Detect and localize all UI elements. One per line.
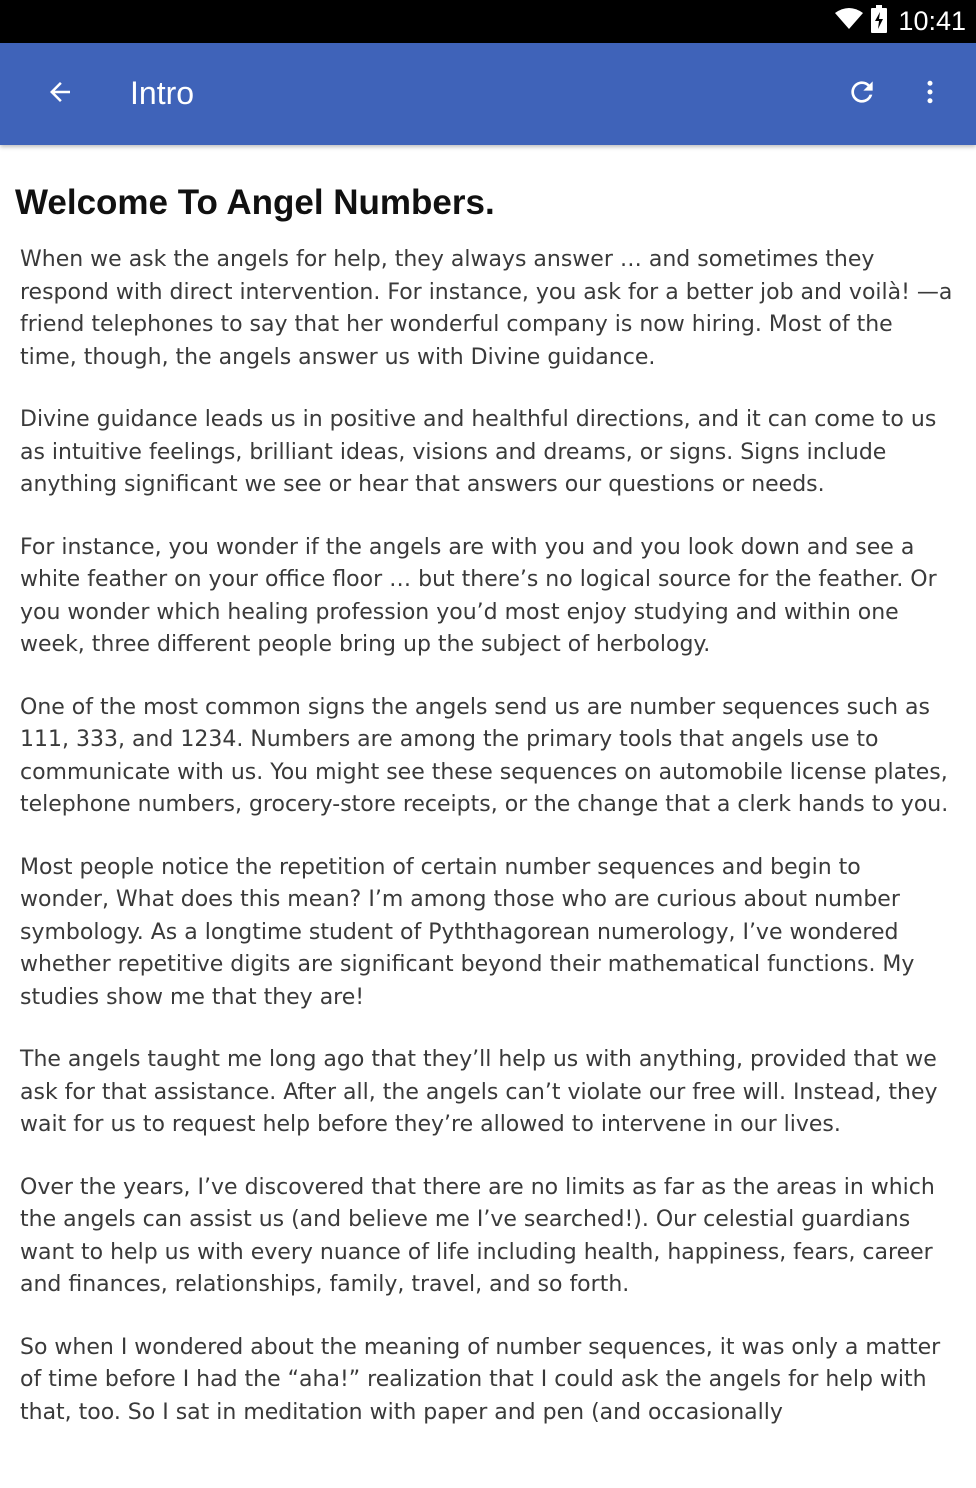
article-paragraph: One of the most common signs the angels send us are number sequences such as 111, 333, and 1234. Numbers are among the primary tools that angels use to communicate with us. You might see these sequences on automobile license plates, telephone numbers, grocery-store receipts, or the change that a clerk hands to you. <box>20 694 949 817</box>
refresh-icon <box>846 76 878 113</box>
battery-charging-icon <box>870 5 888 38</box>
article-paragraph: When we ask the angels for help, they always answer … and sometimes they respond with direct intervention. For instance, you ask for a better job and voilà! —a friend telephones to say that her wonderful company is now hiring. Most of the time, though, the angels answer us with Divine guidance. <box>20 247 953 370</box>
status-time: 10:41 <box>898 6 966 36</box>
back-arrow-icon <box>45 77 75 112</box>
more-vert-icon <box>915 77 945 112</box>
wifi-icon <box>834 7 864 36</box>
article-paragraph: So when I wondered about the meaning of number sequences, it was only a matter of time before I had the “aha!” realization that I could ask the angels for help with that, too. So I sat in meditation with paper and pen (and occasionally <box>20 1334 941 1425</box>
article-paragraph: Most people notice the repetition of certain number sequences and begin to wonder, What does this mean? I’m among those who are curious about number symbology. As a longtime student of Pyththagorean numerology, I’ve wondered whether repetitive digits are significant beyond their mathematical functions. My studies show me that they are! <box>20 854 915 1010</box>
status-bar <box>0 0 976 43</box>
back-button[interactable] <box>30 64 90 124</box>
status-icons <box>834 5 966 38</box>
article-paragraph: For instance, you wonder if the angels are with you and you look down and see a white feather on your office floor … but there’s no logical source for the feather. Or you wonder which healing profession you’d most enjoy studying and within one week, three different people bring up the subject of herbology. <box>20 534 937 657</box>
article-paragraph: Divine guidance leads us in positive and healthful directions, and it can come to us as intuitive feelings, brilliant ideas, visions and dreams, or signs. Signs include anything significant we see or hear that answers our questions or needs. <box>20 407 937 497</box>
app-bar <box>0 43 976 145</box>
article-paragraph: Over the years, I’ve discovered that there are no limits as far as the areas in which the angels can assist us (and believe me I’ve searched!). Our celestial guardians want to help us with every nuance of life including health, happiness, fears, career and finances, relationships, family, travel, and so forth. <box>20 1174 935 1297</box>
more-options-button[interactable] <box>900 64 960 124</box>
refresh-button[interactable] <box>832 64 892 124</box>
article-heading: Welcome To Angel Numbers. <box>15 183 495 222</box>
article-paragraph: The angels taught me long ago that they’ll help us with anything, provided that we ask for that assistance. After all, the angels can’t violate our free will. Instead, they wait for us to request help before they’re allowed to intervene in our lives. <box>20 1047 938 1137</box>
article-content[interactable] <box>0 145 976 1488</box>
page-title: Intro <box>130 75 195 111</box>
